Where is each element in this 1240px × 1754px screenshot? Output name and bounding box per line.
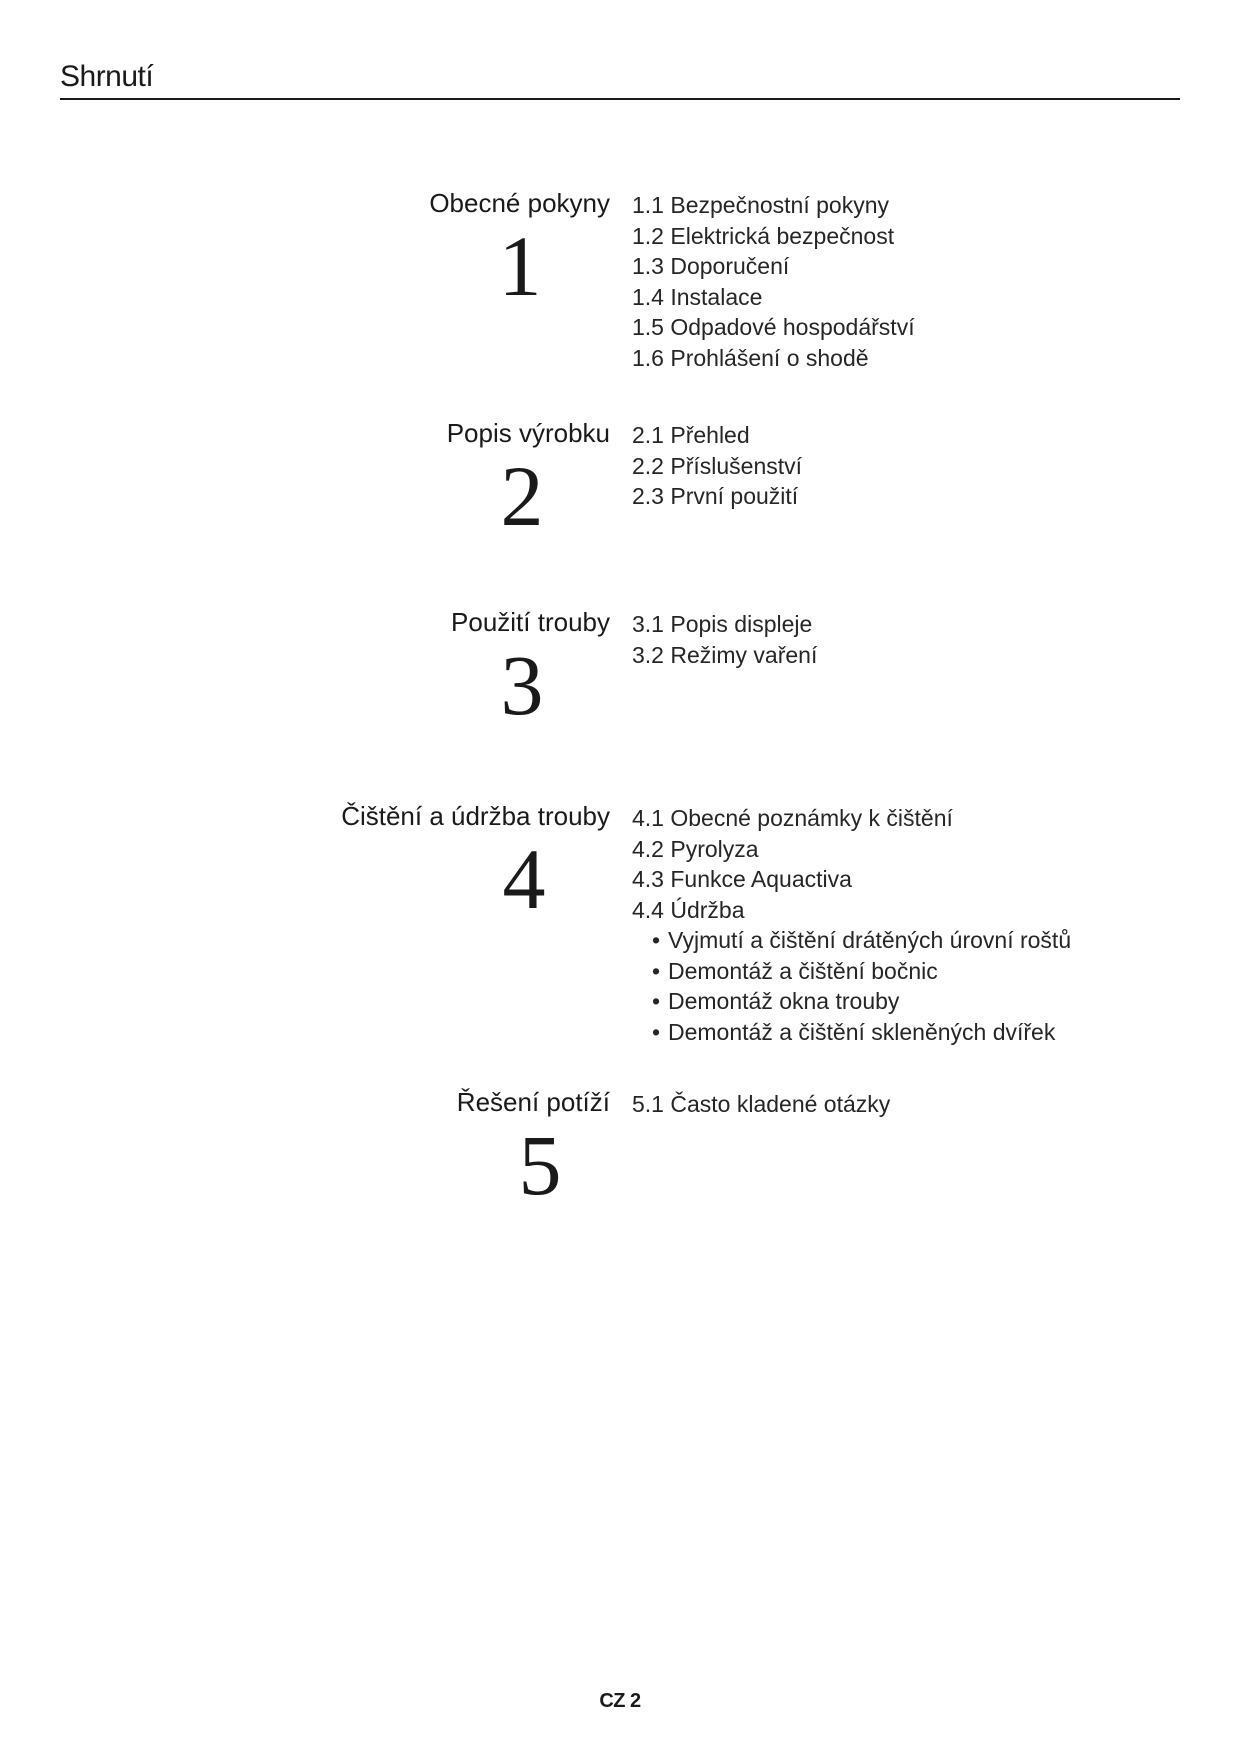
section-items [632,1089,1192,1120]
toc-subitem-label: Demontáž okna trouby [668,988,900,1014]
section-items [632,190,1192,373]
toc-item[interactable]: 2.3 První použití [632,483,799,509]
page-header [60,56,1180,100]
toc-subitem[interactable] [632,925,1192,956]
toc-item[interactable]: 3.2 Režimy vaření [632,641,818,668]
toc-item[interactable]: 5.1 Často kladené otázky [632,1091,891,1117]
section-items [632,803,1192,1047]
bullet-icon: • [652,988,661,1014]
section-number: 2 [500,448,544,544]
page-number: CZ 2 [599,1690,641,1712]
toc-item[interactable]: 1.3 Doporučení [632,253,790,279]
toc-subitem[interactable] [632,1017,1192,1048]
toc-item[interactable]: 2.2 Příslušenství [632,452,803,479]
section-heading-group [210,605,610,639]
toc-subitem[interactable] [632,986,1192,1017]
section-items [632,420,1192,512]
section-heading-group [210,416,610,450]
page-title: Shrnutí [60,60,154,93]
section-title[interactable]: Obecné pokyny [429,188,610,218]
bullet-icon: • [652,927,661,953]
section-number: 5 [518,1117,562,1213]
toc-subitem-label: Demontáž a čištění bočnic [668,957,938,984]
toc-item[interactable]: 1.1 Bezpečnostní pokyny [632,192,889,218]
section-title[interactable]: Popis výrobku [446,418,610,448]
section-items [632,609,1192,670]
section-title[interactable]: Použití trouby [451,607,610,637]
section-number: 4 [502,831,546,927]
toc-item[interactable]: 1.6 Prohlášení o shodě [632,344,869,371]
section-number: 1 [498,218,542,314]
toc-item[interactable]: 1.2 Elektrická bezpečnost [632,222,895,249]
bullet-icon: • [652,1018,661,1045]
toc-item[interactable]: 1.4 Instalace [632,283,763,310]
toc-item[interactable]: 1.5 Odpadové hospodářství [632,314,915,340]
toc-item[interactable]: 2.1 Přehled [632,422,750,448]
toc-subitem[interactable] [632,956,1192,987]
section-title[interactable]: Řešení potíží [456,1087,610,1117]
toc-item[interactable]: 4.4 Údržba [632,896,745,923]
section-heading-group [210,1085,610,1119]
toc-item[interactable]: 3.1 Popis displeje [632,611,813,637]
bullet-icon: • [652,957,661,984]
toc-subitem-label: Demontáž a čištění skleněných dvířek [668,1018,1056,1045]
toc-item[interactable]: 4.1 Obecné poznámky k čištění [632,805,953,831]
section-title[interactable]: Čištění a údržba trouby [341,801,610,831]
section-heading-group [210,186,610,220]
section-number: 3 [500,637,544,733]
toc-item[interactable]: 4.2 Pyrolyza [632,835,759,862]
toc-subitem-label: Vyjmutí a čištění drátěných úrovní roštů [668,927,1072,953]
section-heading-group [210,799,610,833]
toc-item[interactable]: 4.3 Funkce Aquactiva [632,866,852,892]
